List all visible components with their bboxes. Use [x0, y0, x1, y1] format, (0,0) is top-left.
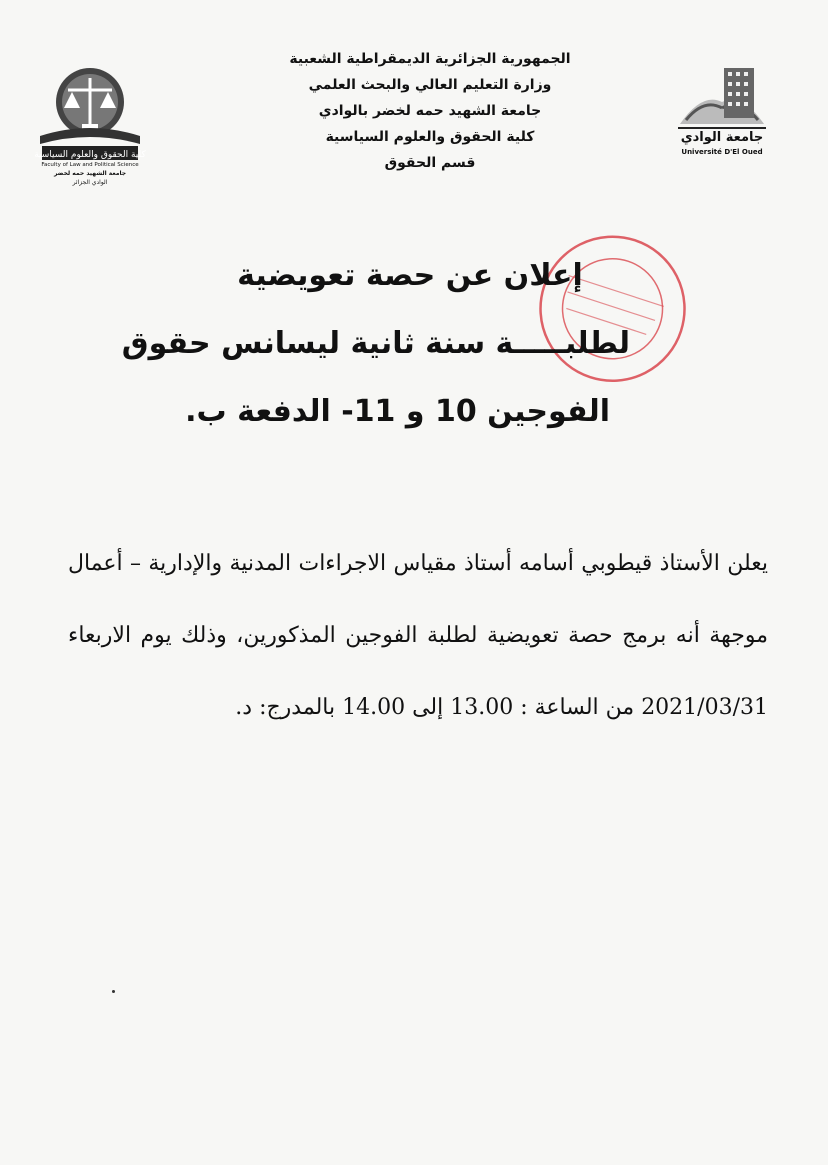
announcement-groups: الفوجين 10 و 11- الدفعة ب.	[185, 394, 610, 429]
announcement-title: إعلان عن حصة تعويضية	[237, 258, 583, 293]
announcement-subtitle: لطلبـــــة سنة ثانية ليسانس حقوق	[121, 326, 630, 361]
header-republic: الجمهورية الجزائرية الديمقراطية الشعبية	[289, 51, 571, 67]
logo-right-name-fr: Université D'El Oued	[681, 148, 763, 156]
logo-right-name-ar: جامعة الوادي	[680, 130, 764, 145]
official-stamp	[520, 230, 700, 390]
header-university: جامعة الشهيد حمه لخضر بالوادي	[318, 103, 542, 119]
faculty-logo	[34, 62, 146, 194]
header-ministry: وزارة التعليم العالي والبحث العلمي	[308, 77, 552, 93]
logo-left-city-ar: الوادي الجزائر	[72, 179, 108, 186]
scan-speck	[112, 990, 115, 993]
faculty-scales-logo-icon	[34, 62, 146, 162]
logo-left-univ-ar: جامعة الشهيد حمه لخضر	[53, 170, 127, 177]
announcement-body: يعلن الأستاذ قيطوبي أسامه أستاذ مقياس الاجراءات المدنية والإدارية – أعمال موجهة أنه برمج حصة تعويضية لطلبة الفوجين المذكورين، وذلك يوم الاربعاء 2021/03/31 من الساعة : 13.00 إلى 14.00 بالمدرج: د.	[68, 551, 768, 720]
logo-left-title-en: Faculty of Law and Political Science	[41, 162, 139, 168]
header-department: قسم الحقوق	[384, 155, 476, 171]
header-faculty: كلية الحقوق والعلوم السياسية	[325, 129, 535, 145]
university-logo	[672, 62, 772, 162]
logo-left-title-ar: كلية الحقوق والعلوم السياسية	[34, 150, 146, 160]
header-block	[250, 46, 610, 176]
university-building-logo-icon	[672, 62, 772, 132]
